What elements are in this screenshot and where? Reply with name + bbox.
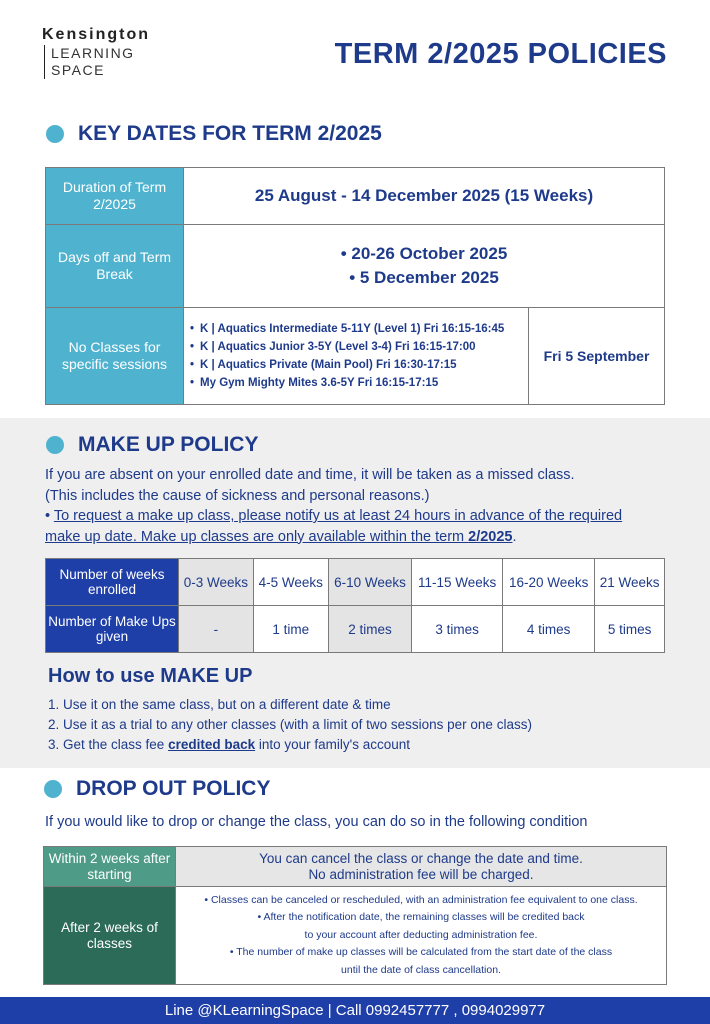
weeks-header: Number of weeks enrolled	[46, 559, 179, 606]
dropout-row2-line: until the date of class cancellation.	[341, 963, 501, 976]
weeks-cell: 6-10 Weeks	[328, 559, 411, 606]
dropout-row2-line: • After the notification date, the remaining classes will be credited back	[257, 911, 585, 924]
makeup-line3	[45, 506, 622, 527]
dropout-row1-line: You can cancel the class or change the date and time.	[259, 850, 583, 866]
makeup-heading	[46, 433, 258, 457]
makeup-table	[45, 558, 665, 653]
dropout-intro: If you would like to drop or change the class, you can do so in the following condition	[45, 814, 588, 830]
bullet: •	[45, 508, 54, 524]
dropout-row2-line: • The number of make up classes will be calculated from the start date of the class	[229, 946, 613, 959]
term-bold: 2/2025	[468, 528, 513, 545]
dropout-table	[43, 846, 667, 985]
noclass-date: Fri 5 September	[529, 308, 665, 405]
dropout-heading	[44, 777, 270, 801]
credited-back-text: credited back	[168, 737, 256, 752]
makeup-line4	[45, 527, 622, 548]
logo	[42, 26, 150, 79]
howto-text: into your family's account	[255, 737, 411, 752]
dropout-row2-line: • Classes can be canceled or rescheduled, with an administration fee equivalent to one class.	[204, 893, 638, 906]
weeks-cell: 11-15 Weeks	[412, 559, 503, 606]
howto-list	[48, 695, 532, 755]
howto-item: 2. Use it as a trial to any other classes (with a limit of two sessions per one class)	[48, 717, 532, 732]
daysoff-value	[184, 225, 665, 308]
makeup-line2: (This includes the cause of sickness and personal reasons.)	[45, 487, 430, 504]
makeup-request-text: To request a make up class, please notify us at least 24 hours in advance of the required	[53, 508, 623, 524]
dropout-row1-text	[176, 847, 667, 887]
period: .	[512, 528, 517, 545]
makeups-header: Number of Make Ups given	[46, 606, 179, 653]
weeks-cell: 21 Weeks	[595, 559, 665, 606]
noclass-item: • K | Aquatics Private (Main Pool) Fri 16:30-17:15	[190, 356, 522, 374]
howto-title: How to use MAKE UP	[48, 665, 253, 687]
noclass-list	[184, 308, 529, 405]
bullet-dot-icon	[46, 436, 64, 454]
footer-contact: Line @KLearningSpace | Call 0992457777 , 0994029977	[0, 997, 710, 1024]
howto-text: 3. Get the class fee	[48, 737, 169, 752]
noclass-label: No Classes for specific sessions	[46, 308, 184, 405]
dropout-row2-label: After 2 weeks of classes	[44, 887, 176, 985]
key-dates-table	[45, 167, 665, 405]
dropout-title: DROP OUT POLICY	[76, 777, 271, 800]
makeups-cell: 2 times	[328, 606, 411, 653]
makeup-line1: If you are absent on your enrolled date and time, it will be taken as a missed class.	[45, 467, 575, 483]
makeup-request-text2: make up date. Make up classes are only available within the term	[45, 528, 469, 545]
key-dates-title: KEY DATES FOR TERM 2/2025	[78, 122, 382, 145]
weeks-cell: 4-5 Weeks	[253, 559, 328, 606]
duration-label: Duration of Term 2/2025	[46, 168, 184, 225]
howto-item	[48, 735, 532, 755]
page-title: TERM 2/2025 POLICIES	[334, 38, 667, 70]
makeups-cell: -	[179, 606, 254, 653]
makeups-cell: 1 time	[253, 606, 328, 653]
bullet-dot-icon	[46, 125, 64, 143]
duration-value: 25 August - 14 December 2025 (15 Weeks)	[184, 168, 665, 225]
makeup-paragraph	[45, 465, 622, 547]
logo-line1: Kensington	[42, 26, 150, 43]
bullet-dot-icon	[44, 780, 62, 798]
daysoff-item: • 20-26 October 2025	[340, 244, 508, 263]
dropout-row2-text	[176, 887, 667, 985]
makeup-title: MAKE UP POLICY	[78, 433, 259, 456]
dropout-row2-line: to your account after deducting administration fee.	[304, 928, 538, 941]
weeks-cell: 0-3 Weeks	[179, 559, 254, 606]
weeks-cell: 16-20 Weeks	[503, 559, 595, 606]
noclass-item: • K | Aquatics Junior 3-5Y (Level 3-4) Fri 16:15-17:00	[190, 338, 522, 356]
key-dates-heading	[46, 122, 382, 146]
logo-line2: LEARNING	[51, 45, 135, 61]
logo-subtitle	[44, 45, 150, 79]
dropout-row1-label: Within 2 weeks after starting	[44, 847, 176, 887]
makeups-cell: 3 times	[412, 606, 503, 653]
howto-item: 1. Use it on the same class, but on a different date & time	[48, 697, 391, 712]
noclass-item: • My Gym Mighty Mites 3.6-5Y Fri 16:15-17:15	[190, 374, 522, 392]
makeups-cell: 5 times	[595, 606, 665, 653]
makeups-cell: 4 times	[503, 606, 595, 653]
daysoff-label: Days off and Term Break	[46, 225, 184, 308]
daysoff-item: • 5 December 2025	[349, 268, 499, 287]
dropout-row1-line: No administration fee will be charged.	[308, 866, 534, 882]
noclass-item: • K | Aquatics Intermediate 5-11Y (Level 1) Fri 16:15-16:45	[190, 320, 522, 338]
logo-line3: SPACE	[51, 62, 105, 78]
